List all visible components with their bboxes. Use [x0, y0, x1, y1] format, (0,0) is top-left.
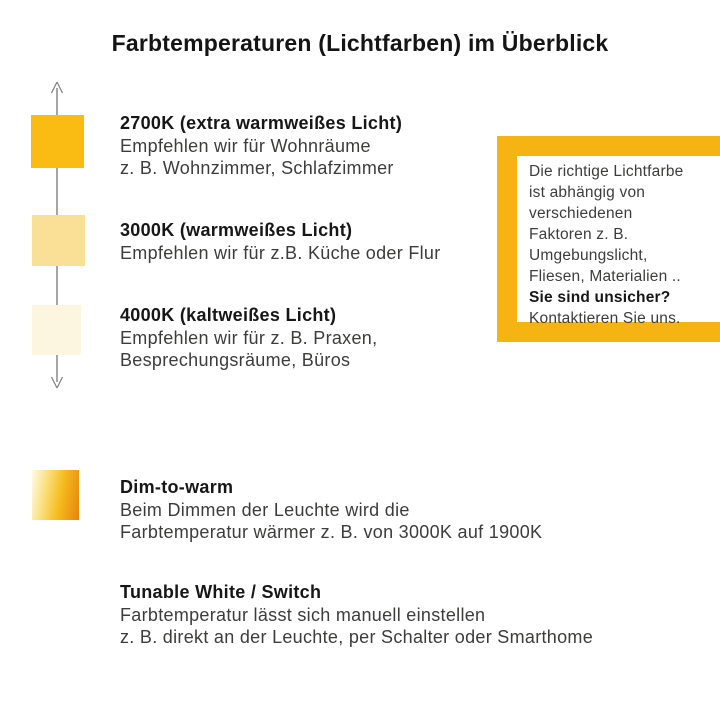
info-box-line: Fliesen, Materialien ..	[529, 268, 681, 285]
section-3000k	[120, 219, 441, 264]
dim-to-warm-heading: Dim-to-warm	[120, 477, 234, 497]
section-3000k-line1: Empfehlen wir für z.B. Küche oder Flur	[120, 243, 441, 263]
section-dim-to-warm	[120, 476, 542, 543]
info-box-content	[517, 156, 720, 329]
section-2700k	[120, 112, 402, 179]
info-box-closing: Kontaktieren Sie uns.	[529, 310, 681, 327]
tunable-white-line2: z. B. direkt an der Leuchte, per Schalter oder Smarthome	[120, 627, 594, 647]
dim-to-warm-line2: Farbtemperatur wärmer z. B. von 3000K auf 1900K	[120, 522, 543, 542]
page-title: Farbtemperaturen (Lichtfarben) im Überblick	[111, 30, 609, 56]
info-box	[497, 136, 720, 342]
info-box-line: verschiedenen	[529, 205, 633, 222]
info-box-line: Die richtige Lichtfarbe	[529, 163, 684, 180]
tunable-white-heading: Tunable White / Switch	[120, 582, 322, 602]
section-2700k-heading: 2700K (extra warmweißes Licht)	[120, 113, 403, 133]
dim-to-warm-line1: Beim Dimmen der Leuchte wird die	[120, 500, 410, 520]
section-4000k-line2: Besprechungsräume, Büros	[120, 350, 351, 370]
section-4000k-line1: Empfehlen wir für z. B. Praxen,	[120, 328, 378, 348]
dim-to-warm-gradient-swatch	[32, 470, 79, 520]
swatch-3000k	[32, 215, 85, 266]
section-2700k-line1: Empfehlen wir für Wohnräume	[120, 136, 371, 156]
section-4000k	[120, 304, 377, 371]
info-box-line: Faktoren z. B.	[529, 226, 629, 243]
section-3000k-heading: 3000K (warmweißes Licht)	[120, 220, 353, 240]
section-4000k-heading: 4000K (kaltweißes Licht)	[120, 305, 337, 325]
tunable-white-line1: Farbtemperatur lässt sich manuell einstellen	[120, 605, 486, 625]
section-tunable-white	[120, 581, 593, 648]
swatch-2700k	[31, 115, 84, 168]
info-box-line: Umgebungslicht,	[529, 247, 648, 264]
section-2700k-line2: z. B. Wohnzimmer, Schlafzimmer	[120, 158, 394, 178]
info-box-line: ist abhängig von	[529, 184, 646, 201]
swatch-4000k	[32, 305, 81, 355]
info-box-question: Sie sind unsicher?	[529, 289, 671, 306]
